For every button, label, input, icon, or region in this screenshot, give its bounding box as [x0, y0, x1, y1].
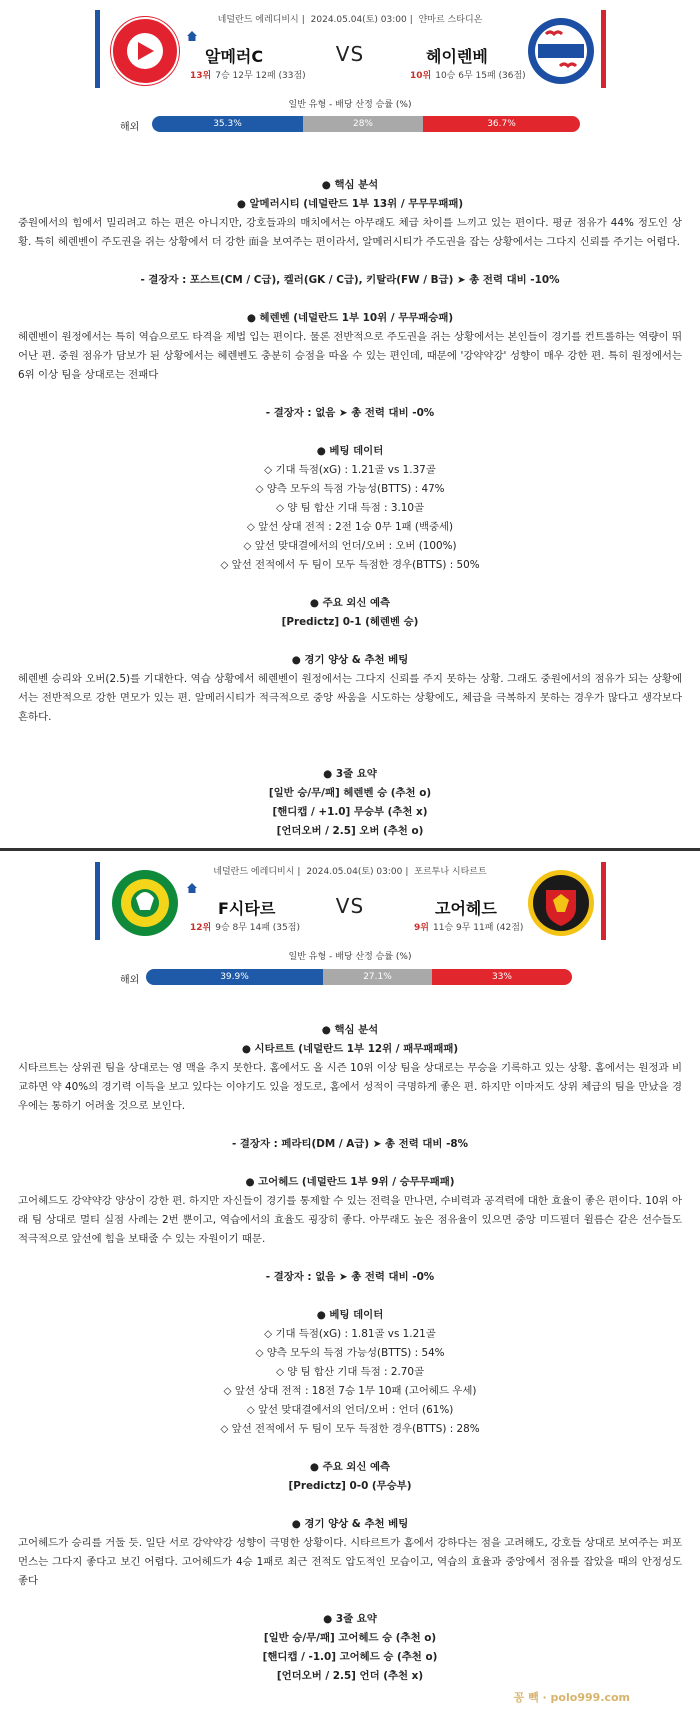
probability-row	[0, 969, 700, 985]
home-analysis-text: 시타르트는 상위권 팀을 상대로는 영 맥을 추지 못한다. 홈에서도 올 시즌 10위 이상 팀을 상대로는 무승을 기록하고 있는 상황. 홈에서는 원정과 비교하면 약 40%의 경기력 이득을 보고 있다는 이야기도 있을 정도로, 홈에서 성적이 극명하게 좋은 편. 하지만 이마저도 상위 체급의 팀을 만났을 경우에는 통하기 어려울 것으로 보인다.	[18, 1062, 682, 1112]
probability-row	[0, 116, 700, 132]
betting-line: ◇ 앞선 전적에서 두 팀이 모두 득점한 경우(BTTS) : 50%	[220, 559, 480, 571]
betting-line: ◇ 앞선 맞대결에서의 언더/오버 : 언더 (61%)	[246, 1404, 454, 1416]
home-team-record	[190, 920, 300, 933]
home-team-record-text: 7승 12무 12패 (33점)	[215, 71, 306, 81]
betting-title: ● 베팅 데이터	[316, 1309, 384, 1321]
summary-line: [핸디캡 / -1.0] 고어헤드 승 (추천 o)	[262, 1651, 438, 1663]
probability-title: 일반 유형 - 배당 산정 승률 (%)	[288, 952, 412, 962]
away-absentees: - 결장자 : 없음 ➤ 총 전력 대비 -0%	[265, 407, 435, 419]
home-team-rank: 12위	[190, 923, 212, 933]
match-venue: 얀마르 스타디온	[418, 15, 483, 25]
away-team-logo	[526, 16, 596, 86]
away-team-record-text: 10승 6무 15패 (36점)	[435, 71, 526, 81]
match-card-2	[0, 852, 700, 1721]
home-team-record	[190, 68, 306, 81]
home-team-name: 알메러C	[205, 47, 264, 66]
away-win-bar: 33%	[432, 969, 572, 985]
betting-line: ◇ 앞선 전적에서 두 팀이 모두 득점한 경우(BTTS) : 28%	[220, 1423, 480, 1435]
summary-line: [일반 승/무/패] 고어헤드 승 (추천 o)	[263, 1632, 437, 1644]
home-team-record-text: 9승 8무 14패 (35점)	[215, 923, 300, 933]
betting-line: ◇ 앞선 맞대결에서의 언더/오버 : 오버 (100%)	[243, 540, 457, 552]
match-info: 네덜란드 에레디비시 | 2024.05.04(토) 03:00 | 얀마르 스타디온	[217, 15, 483, 25]
prediction-title: ● 주요 외신 예측	[309, 597, 391, 609]
summary-line: [언더오버 / 2.5] 언더 (추천 x)	[276, 1670, 424, 1682]
prediction-value: [Predictz] 0-1 (헤렌벤 승)	[281, 616, 419, 628]
away-team-rank: 9위	[414, 923, 429, 933]
away-analysis-subtitle: ● 헤렌벤 (네덜란드 1부 10위 / 무무패승패)	[246, 312, 454, 324]
betting-line: ◇ 앞선 상대 전적 : 2전 1승 0무 1패 (백중세)	[246, 521, 454, 533]
away-team-logo	[526, 868, 596, 938]
site-watermark: 꽁 빽 · polo999.com	[513, 1691, 630, 1704]
betting-line: ◇ 양 팀 합산 기대 득점 : 2.70골	[275, 1366, 425, 1378]
match-info: 네덜란드 에레디비시 | 2024.05.04(토) 03:00 | 포르투나 시타르트	[213, 867, 487, 877]
away-team-record	[414, 920, 523, 933]
analysis-title: ● 핵심 분석	[321, 1024, 379, 1036]
probability-source-label: 해외	[120, 122, 140, 133]
away-team-record	[410, 68, 526, 81]
away-team-rank: 10위	[410, 71, 432, 81]
away-analysis-text: 고어헤드도 강약약강 양상이 강한 편. 하지만 자신들이 경기를 통제할 수 있는 전력을 만나면, 수비력과 공격력에 대한 효율이 좋은 편이다. 10위 아래 팀 상대로 멀티 실점 사례는 2번 뿐이고, 역습에서의 효율도 굉장히 좋다. 아무래도 높은 점유율이 있으면 중앙 미드필더 윌름슨 같은 선수들도 적극적으로 앞선에 힘을 보태줄 수 있는 자원이기 때문.	[18, 1195, 682, 1245]
summary-line: [일반 승/무/패] 헤렌벤 승 (추천 o)	[268, 787, 432, 799]
recommend-title: ● 경기 양상 & 추천 베팅	[291, 654, 409, 666]
draw-bar: 28%	[303, 116, 423, 132]
home-win-bar: 39.9%	[146, 969, 323, 985]
away-analysis-subtitle: ● 고어헤드 (네덜란드 1부 9위 / 승무무패패)	[245, 1176, 455, 1188]
away-team-name: 고어헤드	[435, 899, 497, 918]
home-analysis-text: 중원에서의 힘에서 밀리려고 하는 편은 아니지만, 강호들과의 매치에서는 아무래도 체급 차이를 느끼고 있는 편이다. 평균 점유가 44% 정도인 상황. 특히 헤렌벤이 주도권을 쥐는 상황에서 더 강한 面을 보여주는 편이라서, 알메러시티가 주도권을 잡는 상황에서는 그다지 신뢰를 주기는 어렵다.	[18, 217, 682, 248]
vs-label: VS	[335, 42, 365, 66]
analysis-content	[18, 176, 682, 841]
betting-line: ◇ 앞선 상대 전적 : 18전 7승 1무 10패 (고어헤드 우세)	[223, 1385, 477, 1397]
home-analysis-subtitle: ● 알메러시티 (네덜란드 1부 13위 / 무무무패패)	[236, 198, 464, 210]
summary-title: ● 3줄 요약	[323, 768, 377, 780]
recommend-text: 고어헤드가 승리를 거둘 듯. 일단 서로 강약약강 성향이 극명한 상황이다. 시타르트가 홈에서 강하다는 점을 고려해도, 강호들 상대로 보여주는 퍼포먼스는 그다지 좋다고 보긴 어렵다. 고어헤드가 4승 1패로 최근 전적도 압도적인 모습이고, 역습의 효율과 중앙에서 점유를 잡았을 때의 안정성도 좋다	[18, 1537, 682, 1587]
betting-line: ◇ 양 팀 합산 기대 득점 : 3.10골	[275, 502, 425, 514]
betting-title: ● 베팅 데이터	[316, 445, 384, 457]
match-venue: 포르투나 시타르트	[414, 867, 487, 877]
home-team-name: F시타르	[218, 899, 276, 918]
league-name: 네덜란드 에레디비시	[217, 15, 299, 25]
betting-line: ◇ 양측 모두의 득점 가능성(BTTS) : 47%	[255, 483, 445, 495]
home-win-bar: 35.3%	[152, 116, 303, 132]
summary-line: [언더오버 / 2.5] 오버 (추천 o)	[276, 825, 424, 837]
summary-line: [핸디캡 / +1.0] 무승부 (추천 x)	[272, 806, 428, 818]
betting-line: ◇ 기대 득점(xG) : 1.21골 vs 1.37골	[264, 464, 436, 476]
home-team-rank: 13위	[190, 71, 212, 81]
probability-title: 일반 유형 - 배당 산정 승률 (%)	[288, 100, 412, 110]
betting-line: ◇ 기대 득점(xG) : 1.81골 vs 1.21골	[264, 1328, 436, 1340]
home-absentees: - 결장자 : 포스트(CM / C급), 켈러(GK / C급), 키탈라(FW / B급) ➤ 총 전력 대비 -10%	[140, 274, 560, 286]
away-team-name: 헤이렌베	[426, 47, 488, 66]
analysis-title: ● 핵심 분석	[321, 179, 379, 191]
away-analysis-text: 헤렌벤이 원정에서는 특히 역습으로도 타격을 제법 입는 편이다. 물론 전반적으로 주도권을 쥐는 상황에서는 본인들이 경기를 컨트롤하는 역량이 뛰어난 편. 중원 점유가 담보가 된 상황에서는 헤렌벤도 충분히 승점을 따올 수 있는 편인데, 때문에 '강약약강' 성향이 매우 강한 편. 특히 원정에서는 6위 이상 팀을 상대로는 전패다	[18, 331, 682, 381]
summary-title: ● 3줄 요약	[323, 1613, 377, 1625]
betting-line: ◇ 양측 모두의 득점 가능성(BTTS) : 54%	[255, 1347, 445, 1359]
away-team-record-text: 11승 9무 11패 (42점)	[432, 923, 524, 933]
home-marker-icon	[186, 30, 198, 42]
home-marker-icon	[186, 882, 198, 894]
probability-source-label: 해외	[120, 975, 140, 986]
card-divider	[0, 848, 700, 851]
draw-bar: 27.1%	[323, 969, 432, 985]
vs-label: VS	[335, 894, 365, 918]
away-win-bar: 36.7%	[423, 116, 580, 132]
prediction-value: [Predictz] 0-0 (무승부)	[288, 1480, 412, 1492]
league-name: 네덜란드 에레디비시	[213, 867, 295, 877]
away-absentees: - 결장자 : 없음 ➤ 총 전력 대비 -0%	[265, 1271, 435, 1283]
home-absentees: - 결장자 : 페라티(DM / A급) ➤ 총 전력 대비 -8%	[231, 1138, 469, 1150]
match-datetime: 2024.05.04(토) 03:00	[310, 15, 407, 25]
match-card-1	[0, 0, 700, 850]
analysis-content	[18, 1021, 682, 1686]
recommend-text: 헤렌벤 승리와 오버(2.5)를 기대한다. 역습 상황에서 헤렌벤이 원정에서는 그다지 신뢰를 주지 못하는 상황. 그래도 중원에서의 점유가 되는 상황에서는 전반적으로 강한 면모가 있는 편. 알메러시티가 적극적으로 중앙 싸움을 시도하는 상황에도, 체급을 극복하지 못하는 경우가 많다고 생각보다 흔하다.	[18, 673, 682, 723]
recommend-title: ● 경기 양상 & 추천 베팅	[291, 1518, 409, 1530]
home-analysis-subtitle: ● 시타르트 (네덜란드 1부 12위 / 패무패패패)	[241, 1043, 459, 1055]
match-datetime: 2024.05.04(토) 03:00	[306, 867, 403, 877]
prediction-title: ● 주요 외신 예측	[309, 1461, 391, 1473]
